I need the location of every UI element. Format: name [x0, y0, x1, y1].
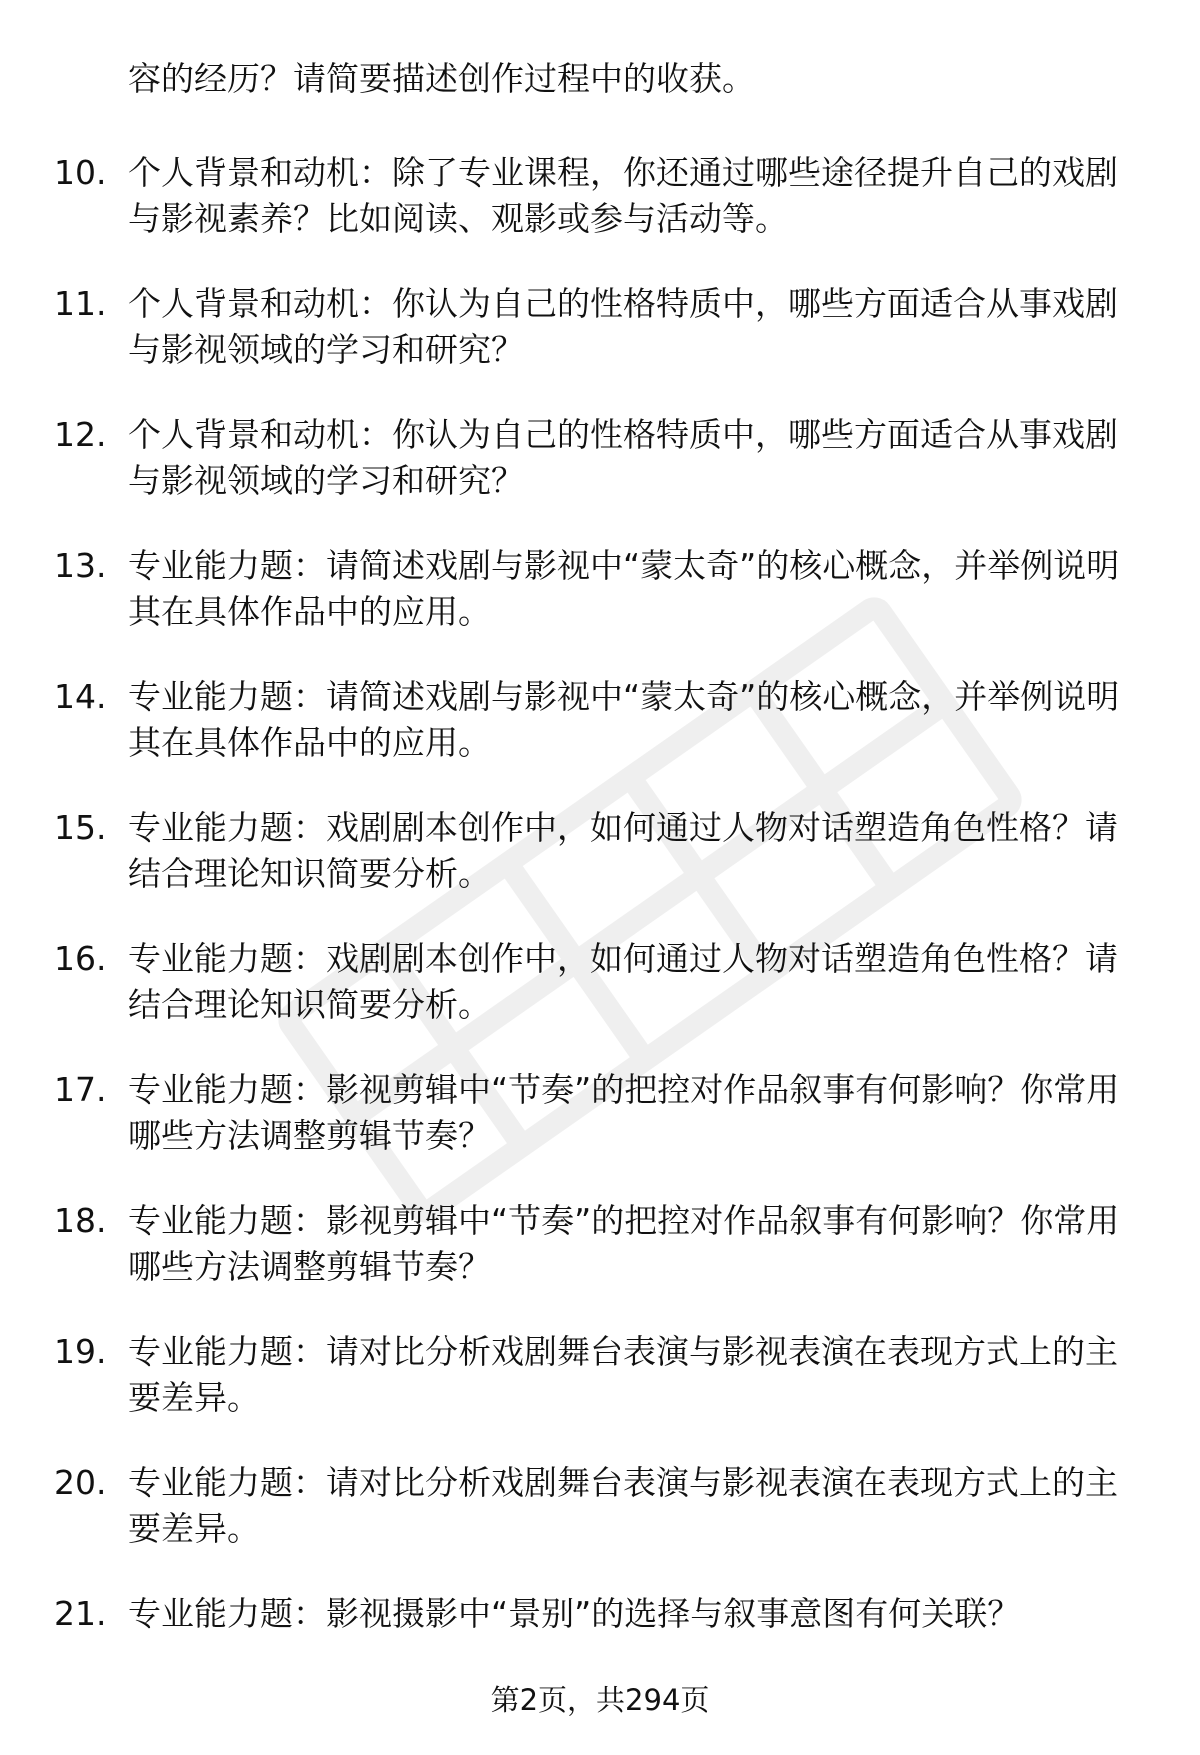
question-text: 个人背景和动机：你认为自己的性格特质中，哪些方面适合从事戏剧与影视领域的学习和研究？	[128, 284, 1118, 369]
question-item	[0, 674, 1200, 805]
question-list	[0, 150, 1200, 1722]
page-footer: 第2页，共294页	[490, 1683, 710, 1717]
question-number: 12.	[54, 415, 107, 454]
question-number: 15.	[54, 808, 107, 847]
question-number: 14.	[54, 677, 107, 716]
continuation-text: 容的经历？请简要描述创作过程中的收获。	[128, 59, 755, 98]
question-text: 专业能力题：影视摄影中“景别”的选择与叙事意图有何关联？	[128, 1594, 1021, 1633]
question-number: 19.	[54, 1332, 107, 1371]
question-item	[0, 543, 1200, 674]
question-item	[0, 150, 1200, 281]
question-item	[0, 1067, 1200, 1198]
question-text: 个人背景和动机：你认为自己的性格特质中，哪些方面适合从事戏剧与影视领域的学习和研究？	[128, 415, 1118, 500]
question-text: 个人背景和动机：除了专业课程，你还通过哪些途径提升自己的戏剧与影视素养？比如阅读、观影或参与活动等。	[128, 153, 1118, 238]
question-item	[0, 936, 1200, 1067]
question-text: 专业能力题：请简述戏剧与影视中“蒙太奇”的核心概念，并举例说明其在具体作品中的应用。	[128, 546, 1120, 631]
question-number: 20.	[54, 1463, 107, 1502]
question-number: 17.	[54, 1070, 107, 1109]
question-number: 16.	[54, 939, 107, 978]
question-number: 21.	[54, 1594, 107, 1633]
question-item	[0, 281, 1200, 412]
question-text: 专业能力题：请对比分析戏剧舞台表演与影视表演在表现方式上的主要差异。	[128, 1332, 1118, 1417]
question-item	[0, 1329, 1200, 1460]
question-item	[0, 412, 1200, 543]
question-text: 专业能力题：影视剪辑中“节奏”的把控对作品叙事有何影响？你常用哪些方法调整剪辑节奏？	[128, 1070, 1120, 1155]
question-text: 专业能力题：戏剧剧本创作中，如何通过人物对话塑造角色性格？请结合理论知识简要分析。	[128, 808, 1118, 893]
question-item	[0, 805, 1200, 936]
question-text: 专业能力题：请对比分析戏剧舞台表演与影视表演在表现方式上的主要差异。	[128, 1463, 1118, 1548]
question-item	[0, 1198, 1200, 1329]
question-text: 专业能力题：影视剪辑中“节奏”的把控对作品叙事有何影响？你常用哪些方法调整剪辑节奏？	[128, 1201, 1120, 1286]
question-text: 专业能力题：请简述戏剧与影视中“蒙太奇”的核心概念，并举例说明其在具体作品中的应用。	[128, 677, 1120, 762]
question-text: 专业能力题：戏剧剧本创作中，如何通过人物对话塑造角色性格？请结合理论知识简要分析。	[128, 939, 1118, 1024]
question-number: 18.	[54, 1201, 107, 1240]
question-number: 10.	[54, 153, 107, 192]
question-item	[0, 1460, 1200, 1591]
question-number: 11.	[54, 284, 107, 323]
question-number: 13.	[54, 546, 107, 585]
